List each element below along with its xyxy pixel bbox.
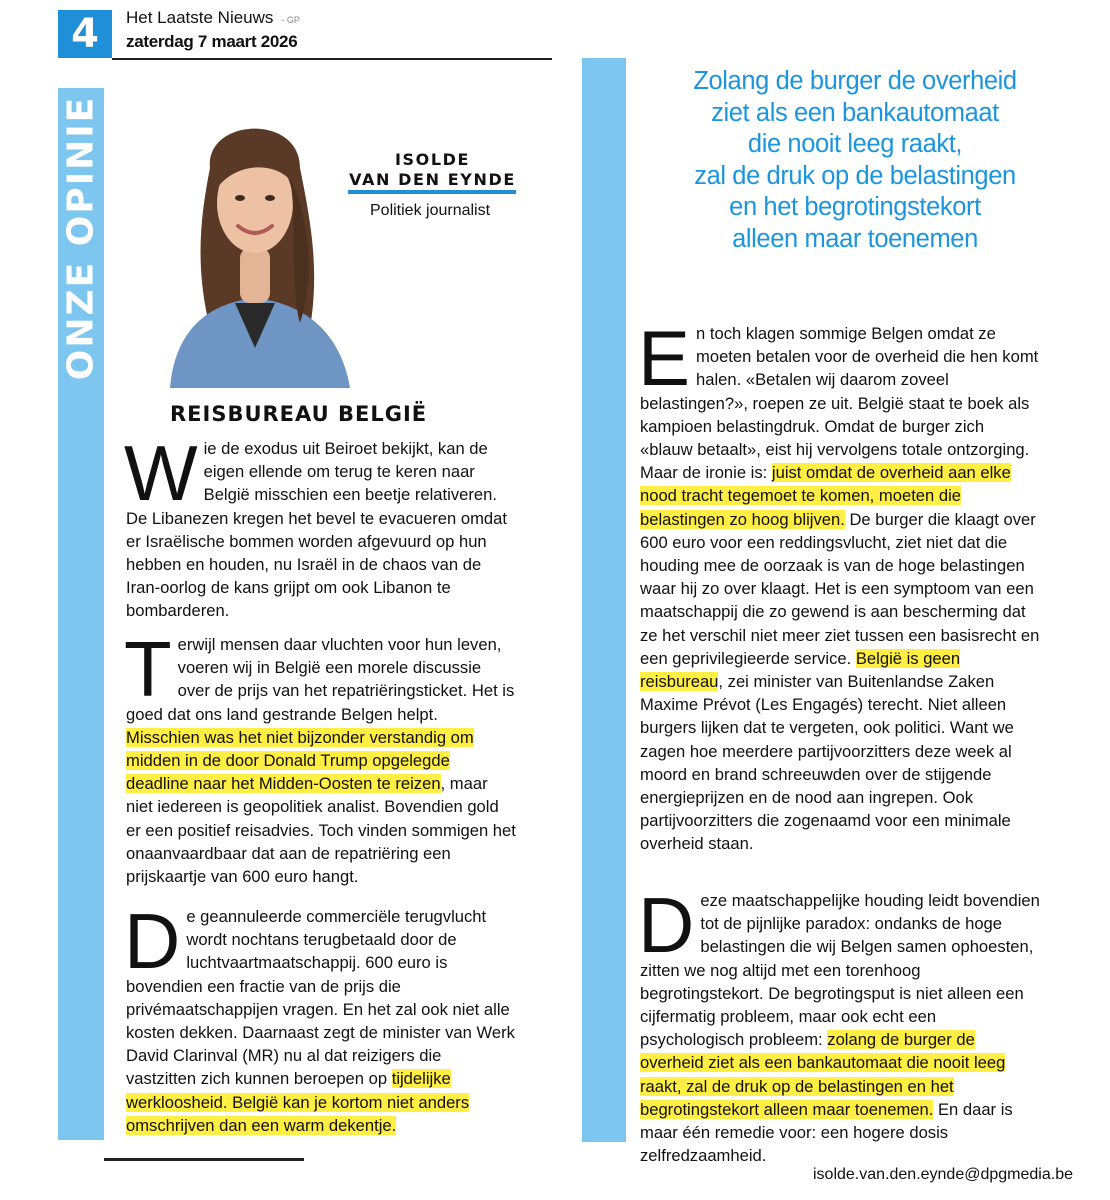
- pull-quote-line: zal de druk op de belastingen: [694, 161, 1016, 190]
- right-column-band: [582, 58, 626, 1142]
- dropcap: T: [124, 625, 172, 713]
- dropcap: E: [638, 314, 691, 402]
- author-name: [340, 150, 525, 190]
- paragraph-4: [638, 314, 1040, 856]
- pull-quote-line: en het begrotingstekort: [729, 193, 981, 221]
- author-name-first: ISOLDE: [394, 150, 471, 169]
- paragraph-text: eze maatschappelijke houding leidt bovendien tot de pijnlijke paradox: ondanks de hoge belastingen die wij Belgen samen ophoesten, zitten we nog altijd met een torenhoog begrotingstekort. De begrotingsput is niet alleen een cijfermatig probleem, maar ook echt een psychologisch probleem:: [640, 891, 1040, 1050]
- publication-date: zaterdag 7 maart 2026: [126, 32, 298, 51]
- footer-rule: [104, 1158, 304, 1161]
- paragraph-text: erwijl mensen daar vluchten voor hun leven, voeren wij in België een morele discussie over de prijs van het repatriëringsticket. Het is goed dat ons land gestrande Belgen helpt.: [126, 635, 515, 724]
- pull-quote-line: Zolang de burger de overheid: [693, 67, 1017, 95]
- newspaper-name: [126, 8, 300, 28]
- highlighted-text: juist omdat de overheid aan elke nood tracht tegemoet te komen, moeten die belastingen zo hoog blijven.: [640, 463, 1011, 529]
- pull-quote: [645, 66, 1065, 255]
- highlighted-text: zolang de burger de overheid ziet als een bankautomaat die nooit leeg raakt, zal de druk op de belastingen en het begrotingstekort alleen maar toenemen.: [640, 1030, 1006, 1119]
- author-name-last: VAN DEN EYNDE: [349, 170, 516, 189]
- highlighted-text: tijdelijke werkloosheid. België kan je kortom niet anders omschrijven dan een warm dekentje.: [126, 1069, 470, 1135]
- article-headline: REISBUREAU BELGIË: [170, 402, 428, 426]
- author-role: Politiek journalist: [370, 202, 491, 219]
- highlighted-text: Misschien was het niet bijzonder verstandig om midden in de door Donald Trump opgelegde deadline naar het Midden-Oosten te reizen: [126, 727, 474, 794]
- edition-code: - GP: [281, 15, 300, 25]
- paragraph-text: De burger die klaagt over 600 euro voor een reddingsvlucht, ziet niet dat die houding mee de oorzaak is van de hoge belastingen waar hij zo over klaagt. Het is een symptoom van een maatschappij die zo gewend is aan bescherming dat ze het verschil niet meer ziet tussen een basisrecht en een geprivilegieerde service.: [640, 509, 1040, 668]
- paragraph-text: , maar niet iedereen is geopolitiek analist. Bovendien gold er een positief reisadvies. Toch vinden sommigen het onaanvaardbaar dat aan de repatriëring een prijskaartje van 600 euro hangt.: [126, 774, 516, 887]
- paragraph-text: ie de exodus uit Beiroet bekijkt, kan de eigen ellende om terug te keren naar België misschien een beetje relativeren. De Libanezen kregen het bevel te evacueren omdat er Israëlische bommen worden afgevuurd op hun hebben en houden, nu Israël in de chaos van de Iran-oorlog de kans grijpt om ook Libanon te bombarderen.: [126, 439, 507, 621]
- section-label: [58, 88, 104, 388]
- paragraph-2: [124, 625, 516, 888]
- author-underline: [348, 190, 516, 194]
- dropcap: W: [124, 429, 198, 517]
- paragraph-5: [638, 881, 1040, 1167]
- pull-quote-line: ziet als een bankautomaat: [711, 98, 999, 127]
- dropcap: D: [124, 897, 181, 985]
- highlighted-text: België is geen reisbureau: [640, 648, 961, 692]
- author-email[interactable]: isolde.van.den.eynde@dpgmedia.be: [813, 1166, 1073, 1183]
- pull-quote-line: die nooit leeg raakt,: [747, 130, 963, 158]
- paragraph-text: e geannuleerde commerciële terugvlucht wordt nochtans terugbetaald door de luchtvaartmaatschappij. 600 euro is bovendien een fractie van de prijs die privémaatschappijen vragen. En het zal ook niet alle kosten dekken. Daarnaast zegt de minister van Werk David Clarinval (MR) nu al dat reizigers die vastzitten zich kunnen beroepen op: [126, 907, 515, 1089]
- section-label-text: ONZE OPINIE: [60, 95, 102, 381]
- paragraph-text: , zei minister van Buitenlandse Zaken Maxime Prévot (Les Engagés) terecht. Niet alleen burgers lijken dat te vergeten, ook politici. Want we zagen hoe meerdere partijvoorzitters deze week al moord en brand schreeuwden over de stijgende energieprijzen en de nood aan ingrepen. Ook partijvoorzitters die zogenaamd voor een minimale overheid staan.: [640, 672, 1014, 854]
- paragraph-text: En daar is maar één remedie voor: een hogere dosis zelfredzaamheid.: [640, 1099, 1013, 1166]
- paragraph-3: [124, 897, 516, 1137]
- pull-quote-line: alleen maar toenemen: [732, 224, 978, 253]
- paragraph-text: n toch klagen sommige Belgen omdat ze moeten betalen voor de overheid die hen komt halen. «Betalen wij daarom zoveel belastingen?», roepen ze uit. België staat te boek als kampioen belastingdruk. Omdat de burger zich «blauw betaalt», eist hij vervolgens totale ontzorging. Maar de ironie is:: [640, 324, 1039, 483]
- author-portrait: [150, 98, 360, 388]
- newspaper-title: Het Laatste Nieuws: [126, 8, 274, 27]
- dropcap: D: [638, 881, 695, 969]
- header-rule: [112, 58, 552, 60]
- page-number: 4: [58, 10, 112, 58]
- paragraph-1: [124, 429, 516, 623]
